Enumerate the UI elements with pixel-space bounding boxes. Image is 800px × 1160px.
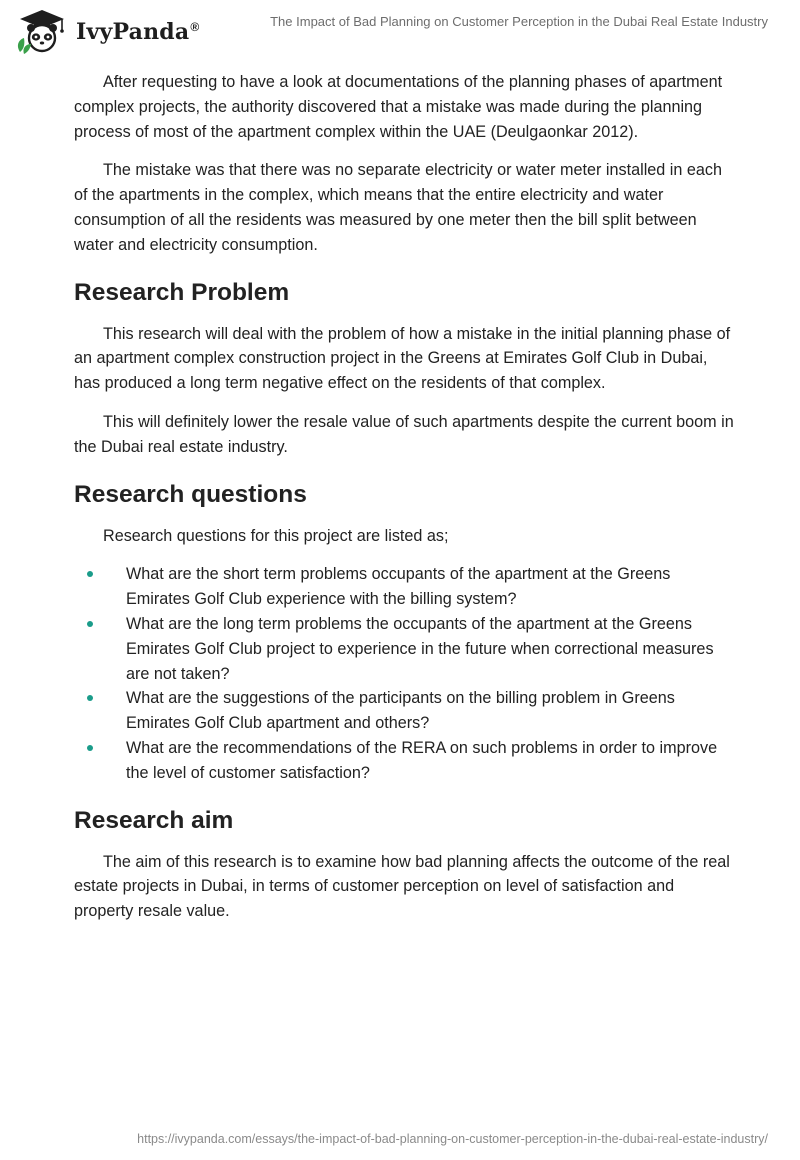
registered-mark: ®: [190, 19, 200, 34]
paragraph-questions-intro: Research questions for this project are listed as;: [103, 526, 449, 545]
bullet-dot-icon: [87, 571, 93, 577]
heading-research-questions: Research questions: [74, 480, 307, 508]
question-text: What are the short term problems occupants of the apartment at the Greens Emirates Golf Club experience with the billing system?: [126, 565, 671, 609]
question-text: What are the long term problems the occupants of the apartment at the Greens Emirates Golf Club project to experience in the future when correctional measures are not taken?: [126, 614, 714, 683]
paragraph-research-aim: The aim of this research is to examine how bad planning affects the outcome of the real estate projects in Dubai, in terms of customer perception on level of satisfaction and property resale value.: [74, 852, 730, 921]
paragraph-planning-documentation: After requesting to have a look at documentations of the planning phases of apartment complex projects, the authority discovered that a mistake was made during the planning process of most of the apartment complex within the UAE (Deulgaonkar 2012).: [74, 73, 723, 141]
question-text: What are the recommendations of the RERA on such problems in order to improve the level of customer satisfaction?: [126, 738, 718, 782]
paragraph-resale-value: This will definitely lower the resale value of such apartments despite the current boom in the Dubai real estate industry.: [74, 412, 734, 456]
paragraph-problem-description: This research will deal with the problem of how a mistake in the initial planning phase of an apartment complex construction project in the Greens at Emirates Golf Club in Dubai, has produced a long term negative effect on the residents of that complex.: [74, 324, 731, 393]
heading-research-problem: Research Problem: [74, 278, 290, 306]
bullet-dot-icon: [87, 745, 93, 751]
list-item: [74, 686, 734, 736]
list-item: [74, 736, 734, 786]
heading-research-aim: Research aim: [74, 806, 234, 834]
research-questions-list: [74, 562, 734, 785]
essay-body: [74, 70, 734, 938]
question-text: What are the suggestions of the participants on the billing problem in Greens Emirates Golf Club apartment and others?: [126, 689, 675, 733]
list-item: [74, 612, 734, 686]
panda-graduate-icon: [14, 8, 70, 56]
source-url[interactable]: https://ivypanda.com/essays/the-impact-of-bad-planning-on-customer-perception-in-the-dubai-real-estate-industry/: [137, 1132, 768, 1146]
paragraph-meter-mistake: The mistake was that there was no separate electricity or water meter installed in each of the apartments in the complex, which means that the entire electricity and water consumption of all the residents was measured by one meter then the bill split between water and electricity consumption.: [74, 161, 723, 254]
document-title: The Impact of Bad Planning on Customer Perception in the Dubai Real Estate Industry: [270, 14, 768, 29]
bullet-dot-icon: [87, 621, 93, 627]
page-header: [0, 0, 800, 64]
list-item: [74, 562, 734, 612]
ivypanda-logo[interactable]: [14, 8, 199, 56]
bullet-dot-icon: [87, 695, 93, 701]
logo-wordmark: IvyPanda®: [76, 19, 200, 45]
